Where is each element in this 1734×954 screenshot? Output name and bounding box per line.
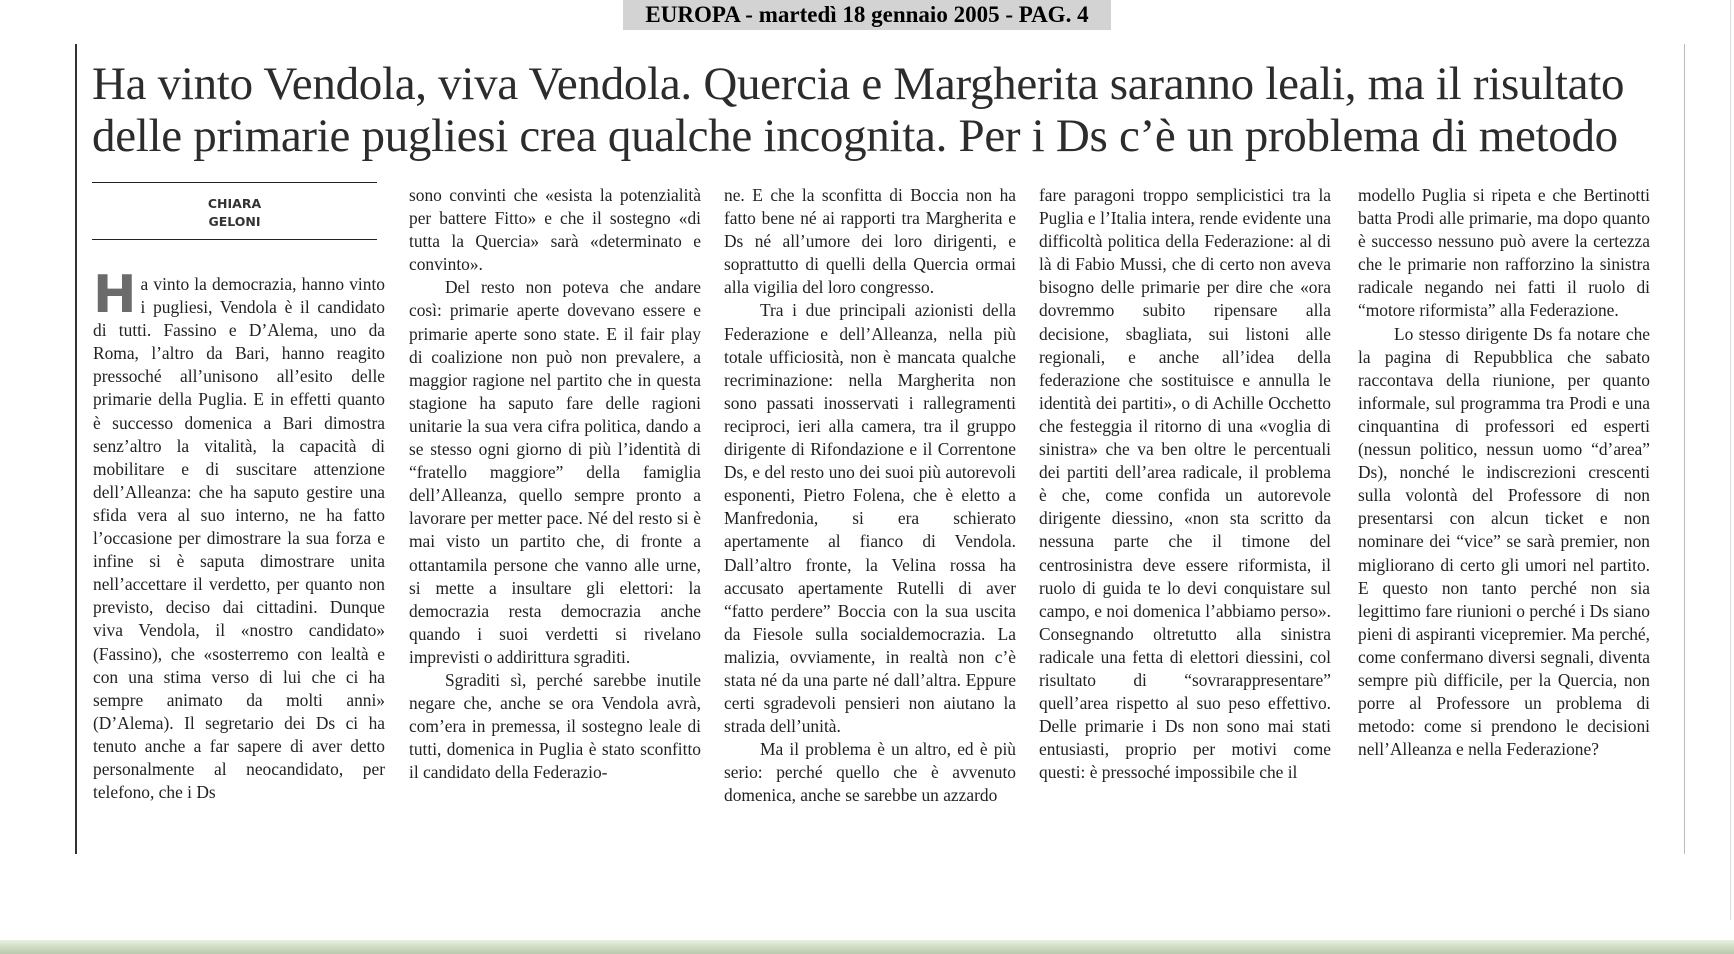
- article-column-1: [93, 265, 385, 804]
- article-column-5: [1358, 184, 1650, 761]
- paragraph: modello Puglia si ripeta e che Bertinotti batta Prodi alle primarie, ma dopo quanto è successo nessuno può avere la certezza che le primarie non rafforzino la sinistra radicale negando nei fatti il ruolo di “motore riformista” alla Federazione.: [1358, 185, 1650, 321]
- article-column-3: [724, 184, 1016, 808]
- scan-edge-rule: [1730, 0, 1731, 920]
- paragraph: Lo stesso dirigente Ds fa notare che la pagina di Repubblica che sabato raccontava della riunione, per quanto informale, sul programma tra Prodi e una cinquantina di professori ed esperti (nessun politico, nessun uomo “d’area” Ds), nonché le indiscrezioni crescenti sulla volontà del Professore di non presentarsi con alcun ticket e non nominare dei “vice” se sarà premier, non migliorano di certo gli umori nel partito. E questo non tanto perché non sia legittimo fare riunioni o perché i Ds siano pieni di aspiranti vicepremier. Ma perché, come confermano diversi segnali, diventa sempre più difficile, per la Quercia, non porre al Professore un problema di metodo: come si prendono le decisioni nell’Alleanza e nella Federazione?: [1358, 323, 1650, 760]
- masthead: EUROPA - martedì 18 gennaio 2005 - PAG. 4: [623, 0, 1111, 30]
- paragraph: sono convinti che «esista la potenzialità per battere Fitto» e che il sostegno «di tutta la Quercia» sarà «determinato e convinto».: [409, 185, 701, 275]
- paragraph: fare paragoni troppo semplicistici tra la Puglia e l’Italia intera, rende evidente una difficoltà politica della Federazione: al di là di Fabio Mussi, che di certo non aveva bisogno delle primarie per dire che «ora dovremmo subito ripensare alla decisione, sbagliata, sui listoni alle regionali, e anche all’idea della federazione che sostituisce e annulla le identità dei partiti», o di Achille Occhetto che festeggia il ritorno di una «voglia di sinistra» che va ben oltre le percentuali dei partiti dell’area radicale, il problema è che, come confida un autorevole dirigente diessino, «non sta scritto da nessuna parte che il timone del centrosinistra deve essere riformista, il ruolo di guida te lo devi conquistare sul campo, e noi domenica l’abbiamo perso». Consegnando oltretutto alla sinistra radicale una fetta di elettori diessini, col risultato di “sovrarappresentare” quell’area rispetto al suo peso effettivo. Delle primarie i Ds non sono mai stati entusiasti, proprio per motivi come questi: è pressoché impossibile che il: [1039, 185, 1331, 783]
- paragraph: Del resto non poteva che andare così: primarie aperte dovevano essere e primarie aperte sono state. E il fair play di coalizione non può non prevalere, a maggior ragione nel partito che in questa stagione ha saputo fare delle ragioni unitarie la sua vera cifra politica, dando a se stesso ogni giorno di più l’identità di “fratello maggiore” della famiglia dell’Alleanza, quello sempre pronto a lavorare per metter pace. Né del resto si è mai visto un partito che, di fronte a ottantamila persone che vanno alle urne, si mette a insultare gli elettori: la democrazia resta democrazia anche quando i suoi verdetti si rivelano imprevisti o addirittura sgraditi.: [409, 277, 701, 667]
- article-column-2: [409, 184, 701, 784]
- article-headline: [92, 58, 1672, 162]
- headline-line-1: Ha vinto Vendola, viva Vendola. Quercia e Margherita saranno leali, ma il risultato: [92, 58, 1625, 110]
- paragraph: Sgraditi sì, perché sarebbe inutile negare che, anche se ora Vendola avrà, com’era in premessa, il sostegno leale di tutti, domenica in Puglia è stato sconfitto il candidato della Federazio-: [409, 669, 701, 783]
- paragraph: Tra i due principali azionisti della Federazione e dell’Alleanza, nella più totale ufficiosità, non è mancata qualche recriminazione: nella Margherita non sono passati inosservati i rallegramenti reciproci, ieri alla camera, tra il gruppo dirigente di Rifondazione e il Correntone Ds, e del resto uno dei suoi più autorevoli esponenti, Pietro Folena, che è eletto a Manfredonia, si era schierato apertamente al fianco di Vendola. Dall’altro fronte, la Velina rossa ha accusato apertamente Rutelli di aver “fatto perdere” Boccia con la sua uscita da Fiesole sulla socialdemocrazia. La malizia, ovviamente, in realtà non c’è stata né da una parte né dall’altra. Eppure certi sgradevoli pensieri non aiutano la strada dell’unità.: [724, 300, 1016, 737]
- author-first-name: CHIARA: [207, 196, 262, 211]
- paragraph: a vinto la democrazia, hanno vinto i pugliesi, Vendola è il candidato di tutti. Fassino e D’Alema, uno da Roma, l’altro da Bari, hanno reagito pressoché all’unisono all’esito delle primarie della Puglia. E in effetti quanto è successo domenica a Bari dimostra senz’altro la vitalità, la capacità di mobilitare e di suscitare attenzione dell’Alleanza: che ha saputo gestire una sfida vera al suo interno, ne ha fatto l’occasione per dimostrare la sua forza e infine si è saputa dimostrare unita nell’accettare il verdetto, per quanto non previsto, deciso dai cittadini. Dunque viva Vendola, il «nostro candidato» (Fassino), che «sosterremo con lealtà e con una stima verso di lui che ci ha sempre animato da molti anni» (D’Alema). Il segretario dei Ds ci ha tenuto anche a far sapere di aver detto personalmente al neocandidato, per telefono, che i Ds: [93, 274, 385, 803]
- paragraph: ne. E che la sconfitta di Boccia non ha fatto bene né ai rapporti tra Margherita e Ds né all’umore dei loro dirigenti, e soprattutto di quelli della Quercia ormai alla vigilia del loro congresso.: [724, 185, 1016, 298]
- paragraph: Ma il problema è un altro, ed è più serio: perché quello che è avvenuto domenica, anche se sarebbe un azzardo: [724, 739, 1016, 806]
- right-border-rule: [1684, 44, 1685, 854]
- bottom-color-band: [0, 940, 1734, 954]
- drop-cap: H: [93, 265, 137, 325]
- author-last-name: GELONI: [208, 214, 261, 229]
- headline-line-2: delle primarie pugliesi crea qualche incognita. Per i Ds c’è un problema di metodo: [92, 110, 1618, 162]
- byline: [92, 182, 377, 240]
- article-column-4: [1039, 184, 1331, 784]
- left-border-rule: [75, 44, 77, 854]
